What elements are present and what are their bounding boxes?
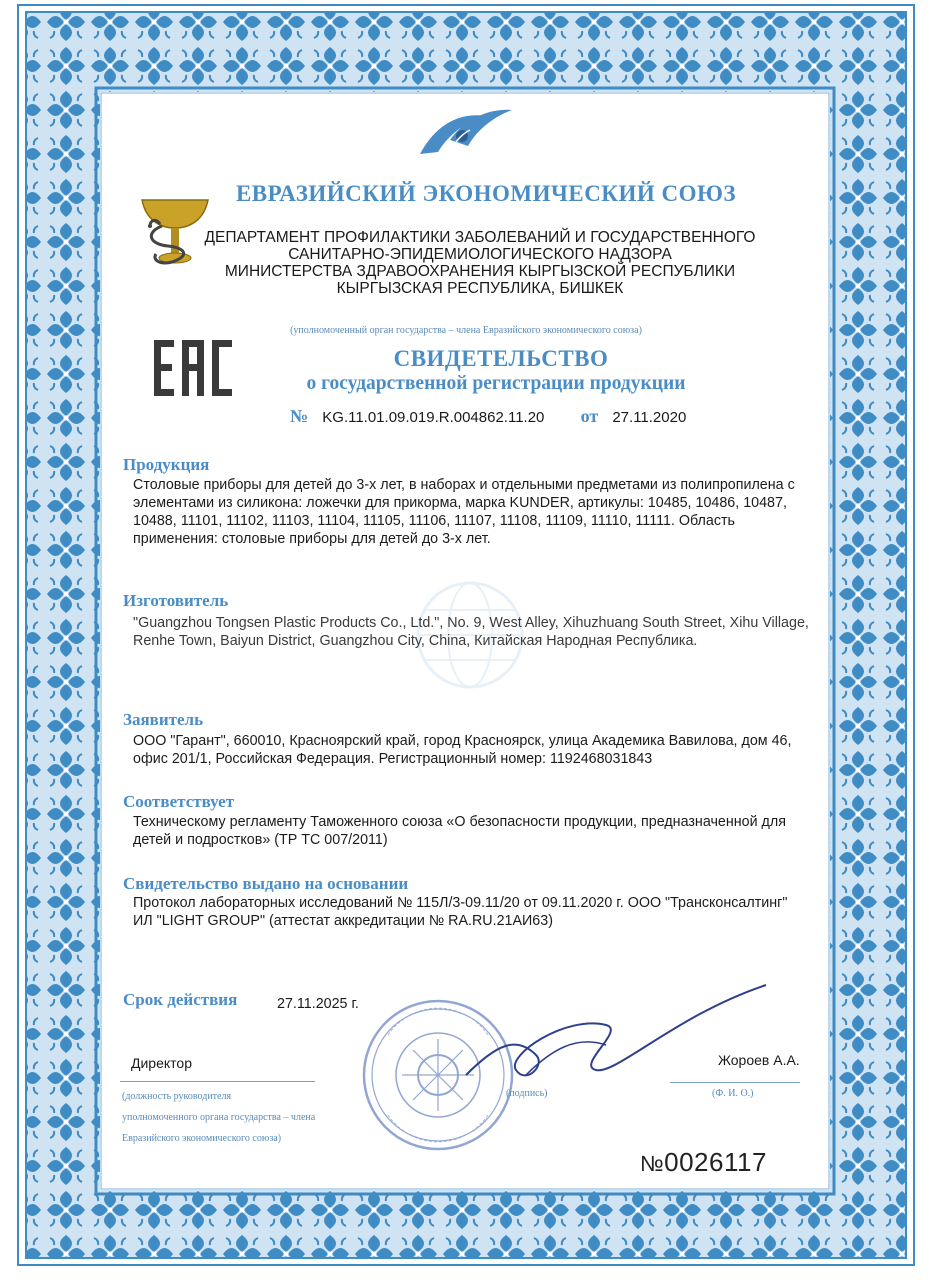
conforms-text: Техническому регламенту Таможенного союза «О безопасности продукции, предназначенной для детей и подростков» (ТР ТС 007/2011): [133, 814, 786, 848]
number-label: №: [290, 406, 309, 426]
name-note: (Ф. И. О.): [712, 1088, 754, 1099]
authority-note: (уполномоченный орган государства – члена Евразийского экономического союза): [290, 325, 642, 336]
department-block: [180, 229, 780, 297]
basis-heading: Свидетельство выдано на основании: [123, 874, 409, 893]
director-label: Директор: [131, 1055, 192, 1071]
manufacturer-heading: Изготовитель: [123, 591, 229, 610]
applicant-text: ООО "Гарант", 660010, Красноярский край, город Красноярск, улица Академика Вавилова, дом 46, офис 201/1, Российская Федерация. Регистрационный номер: 1192468031843: [133, 733, 792, 767]
product-text: Столовые приборы для детей до 3-х лет, в наборах и отдельными предметами из полипропилена с элементами из силикона: ложечки для прикорма, марка KUNDER, артикулы: 10485, 10486, 10487, 10488, 11101, 11102, 11103, 11104, 11105, 11106, 11107, 11108, 11109, 11110, 11111. Область применения: столовые приборы для детей до 3-х лет.: [133, 477, 795, 547]
position-note-line: (должность руководителя: [122, 1091, 232, 1102]
department-line: МИНИСТЕРСТВА ЗДРАВООХРАНЕНИЯ КЫРГЫЗСКОЙ РЕСПУБЛИКИ: [224, 263, 736, 280]
conforms-heading: Соответствует: [123, 792, 235, 811]
validity-value: 27.11.2025 г.: [277, 996, 359, 1012]
certificate-number: KG.11.01.09.019.R.004862.11.20: [322, 409, 545, 426]
form-serial-number: [640, 1147, 767, 1178]
signature-icon: [456, 975, 776, 1095]
signature-note: (подпись): [506, 1088, 548, 1099]
serial-prefix: №: [640, 1151, 665, 1176]
certificate-number-row: [290, 406, 686, 427]
position-note-line: Евразийского экономического союза): [122, 1133, 282, 1144]
serial-number: 0026117: [664, 1147, 767, 1177]
manufacturer-text: "Guangzhou Tongsen Plastic Products Co., Ltd.", No. 9, West Alley, Xihuzhuang South Street, Xihu Village, Renhe Town, Baiyun District, Guangzhou City, China, Китайская Народная Республика.: [133, 615, 809, 649]
basis-text: Протокол лабораторных исследований № 115Л/3-09.11/20 от 09.11.2020 г. ООО "Трансконсалтинг" ИЛ "LIGHT GROUP" (аттестат аккредитации № RA.RU.21АИ63): [133, 895, 788, 929]
signatory-name: Жороев А.А.: [718, 1052, 800, 1068]
eaeu-emblem-icon: [416, 102, 516, 160]
certificate-subtitle: о государственной регистрации продукции: [306, 373, 686, 394]
validity-label: Срок действия: [123, 990, 238, 1009]
date-label: от: [580, 406, 599, 426]
product-heading: Продукция: [123, 455, 210, 474]
position-note-line: уполномоченного органа государства – члена: [122, 1112, 316, 1123]
certificate-date: 27.11.2020: [612, 409, 687, 426]
union-title: ЕВРАЗИЙСКИЙ ЭКОНОМИЧЕСКИЙ СОЮЗ: [235, 181, 737, 206]
applicant-heading: Заявитель: [123, 710, 204, 729]
position-note: [122, 1086, 315, 1149]
department-line: ДЕПАРТАМЕНТ ПРОФИЛАКТИКИ ЗАБОЛЕВАНИЙ И ГОСУДАРСТВЕННОГО: [204, 229, 756, 246]
certificate-title: СВИДЕТЕЛЬСТВО: [393, 346, 609, 371]
department-line: САНИТАРНО-ЭПИДЕМИОЛОГИЧЕСКОГО НАДЗОРА: [288, 246, 672, 263]
department-line: КЫРГЫЗСКАЯ РЕСПУБЛИКА, БИШКЕК: [336, 280, 624, 297]
